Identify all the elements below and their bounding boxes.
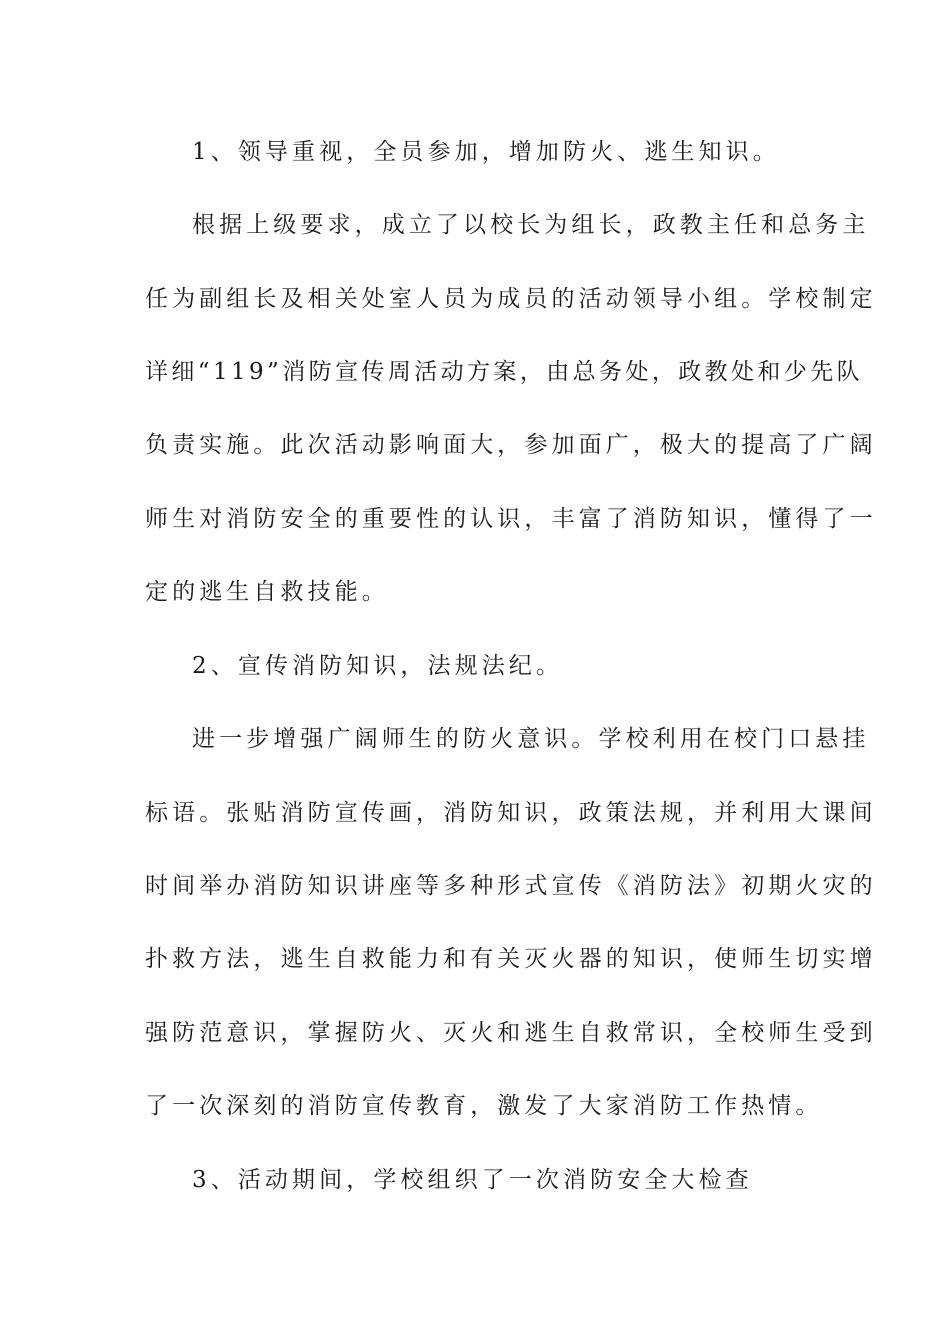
section-heading-1: 1、领导重视，全员参加，增加防火、逃生知识。 [192, 139, 780, 165]
section-heading-2: 2、宣传消防知识，法规法纪。 [192, 653, 564, 679]
paragraph-line: 根据上级要求，成立了以校长为组长，政教主任和总务主 [192, 212, 870, 238]
paragraph-line: 进一步增强广阔师生的防火意识。学校利用在校门口悬挂 [192, 726, 870, 752]
paragraph-line: 负责实施。此次活动影响面大，参加面广，极大的提高了广阔 [145, 432, 877, 458]
paragraph-line: 师生对消防安全的重要性的认识，丰富了消防知识，懂得了一 [145, 506, 877, 532]
paragraph-line: 详细“119”消防宣传周活动方案，由总务处，政教处和少先队 [145, 359, 864, 385]
section-heading-3: 3、活动期间，学校组织了一次消防安全大检查 [192, 1167, 753, 1193]
paragraph-line: 强防范意识，掌握防火、灭火和逃生自救常识，全校师生受到 [145, 1020, 877, 1046]
paragraph-line: 时间举办消防知识讲座等多种形式宣传《消防法》初期火灾的 [145, 873, 877, 899]
paragraph-line: 扑救方法，逃生自救能力和有关灭火器的知识，使师生切实增 [145, 946, 877, 972]
paragraph-line: 标语。张贴消防宣传画，消防知识，政策法规，并利用大课间 [145, 800, 877, 826]
paragraph-line: 了一次深刻的消防宣传教育，激发了大家消防工作热情。 [145, 1093, 823, 1119]
paragraph-line: 任为副组长及相关处室人员为成员的活动领导小组。学校制定 [145, 286, 877, 312]
paragraph-line: 定的逃生自救技能。 [145, 579, 389, 605]
